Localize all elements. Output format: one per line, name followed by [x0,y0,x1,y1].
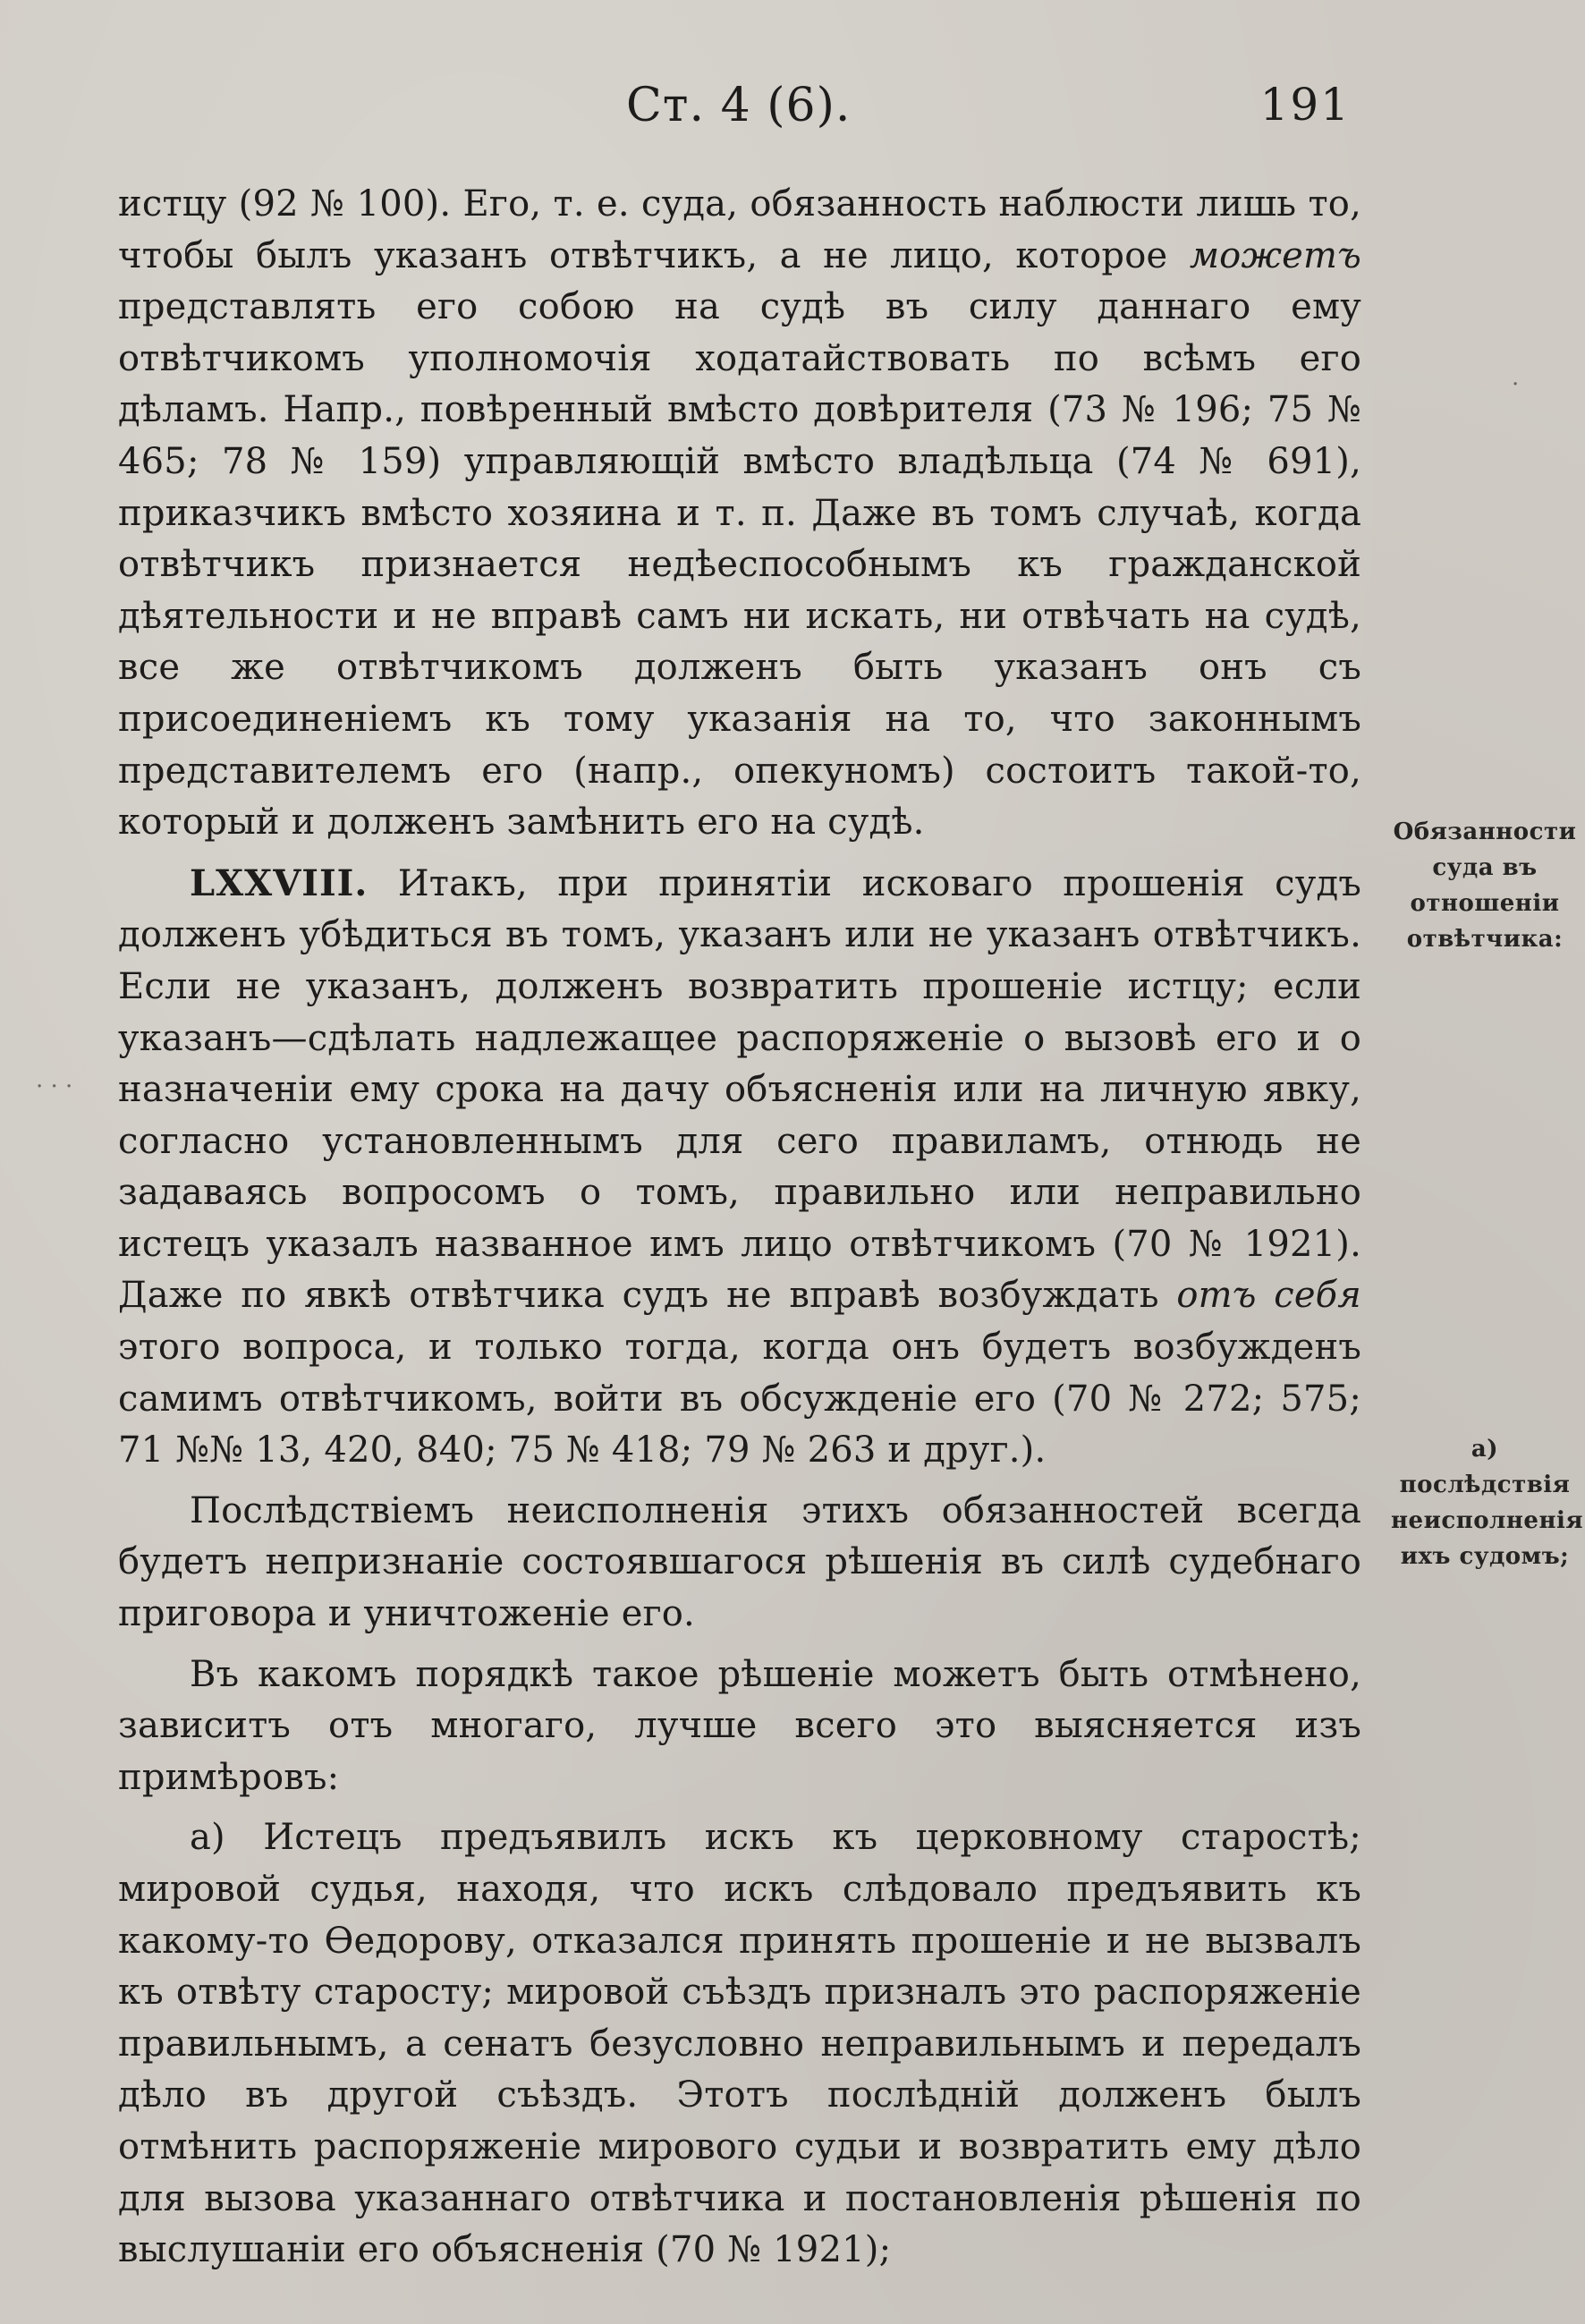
page-header [116,79,1351,150]
section-number: LXXVIII. [190,861,369,904]
emphasis-text: отъ себя [1176,1275,1361,1317]
paragraph-4 [118,1650,1361,1804]
paragraph-5 [118,1812,1361,2276]
emphasis-text: можетъ [1189,234,1361,276]
paragraph-1 [118,179,1361,849]
paragraph-3 [118,1486,1361,1641]
margin-smudge-right: · [1512,371,1520,398]
margin-note-consequences: а) послѣдствія неисполненія ихъ судомъ; [1391,1436,1584,1570]
text-run: представлять его собою на судѣ въ силу даннаго ему отвѣтчикомъ уполномочія ходатайствовать по всѣмъ его дѣламъ. Напр., повѣренный вмѣсто довѣрителя (73 № 196; 75 № 465; 78 № 159) управляющій вмѣсто владѣльца (74 № 691), приказчикъ вмѣсто хозяина и т. п. Даже въ томъ случаѣ, когда отвѣтчикъ признается недѣеспособнымъ къ гражданской дѣятельности и не вправѣ самъ ни искать, ни отвѣчать на судѣ, все же отвѣтчикомъ долженъ быть указанъ онъ съ присоединеніемъ къ тому указанія на то, что законнымъ представителемъ его (напр., опекуномъ) состоитъ такой-то, который и долженъ замѣнить его на судѣ. [118,286,1361,844]
running-head: Ст. 4 (6). [626,79,852,132]
body-text [118,179,1361,2277]
margin-note-duties: Обязанности суда въ отношеніи отвѣтчика: [1393,818,1577,953]
text-run: истцу (92 № 100). Его, т. е. суда, обязанность наблюсти лишь то, чтобы былъ указанъ отвѣтчикъ, а не лицо, которое [118,183,1361,276]
paragraph-2 [118,858,1361,1477]
text-run: Итакъ, при принятіи исковаго прошенія судъ долженъ убѣдиться въ томъ, указанъ или не указанъ отвѣтчикъ. Если не указанъ, долженъ возвратить прошеніе истцу; если указанъ—сдѣлать надлежащее распоряженіе о вызовѣ его и о назначеніи ему срока на дачу объясненія или на личную явку, согласно установленнымъ для сего правиламъ, отнюдь не задаваясь вопросомъ о томъ, правильно или неправильно истецъ указалъ названное имъ лицо отвѣтчикомъ (70 № 1921). Даже по явкѣ отвѣтчика судъ не вправѣ возбуждать [118,862,1361,1317]
text-run: Въ какомъ порядкѣ такое рѣшеніе можетъ быть отмѣнено, зависитъ отъ многаго, лучше всего это выясняется изъ примѣровъ: [118,1653,1361,1798]
text-run: этого вопроса, и только тогда, когда онъ будетъ возбужденъ самимъ отвѣтчикомъ, войти въ обсужденіе его (70 № 272; 575; 71 №№ 13, 420, 840; 75 № 418; 79 № 263 и друг.). [118,1327,1361,1472]
text-run: а) Истецъ предъявилъ искъ къ церковному старостѣ; мировой судья, находя, что искъ слѣдовало предъявить къ какому-то Ѳедорову, отказался принять прошеніе и не вызвалъ къ отвѣту старосту; мировой съѣздъ призналъ это распоряженіе правильнымъ, а сенатъ безусловно неправильнымъ и передалъ дѣло въ другой съѣздъ. Этотъ послѣдній долженъ былъ отмѣнить распоряженіе мирового судьи и возвратить ему дѣло для вызова указаннаго отвѣтчика и постановленія рѣшенія по выслушаніи его объясненія (70 № 1921); [118,1817,1361,2271]
page-number: 191 [1259,79,1351,131]
text-run: Послѣдствіемъ неисполненія этихъ обязанностей всегда будетъ непризнаніе состоявшагося рѣшенія въ силѣ судебнаго приговора и уничтоженіе его. [118,1489,1361,1635]
margin-smudge-left: · · · [36,1073,73,1100]
